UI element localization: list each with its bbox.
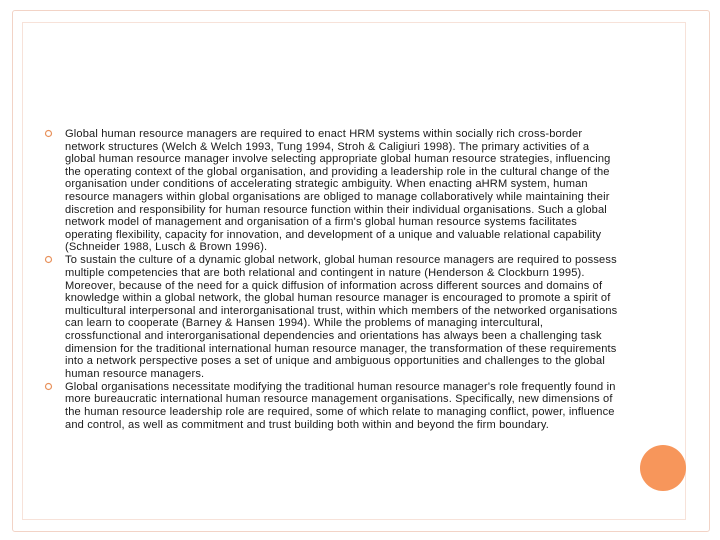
circle-bullet-icon (44, 129, 53, 138)
circle-bullet-icon (44, 382, 53, 391)
decorative-orange-circle (640, 445, 686, 491)
bullet-item-2 (44, 254, 618, 380)
bullet-text-3: Global organisations necessitate modifying the traditional human resource manager's role frequently found in more bureaucratic international human resource management organisations. Specifically, new dimensions of the human resource leadership role are required, some of which relate to managing conflict, power, influence and control, as well as commitment and trust building both within and beyond the firm boundary. (65, 380, 616, 431)
bullet-item-1 (44, 128, 618, 254)
bullet-item-3 (44, 381, 618, 431)
bullet-list (44, 128, 618, 432)
bullet-text-2: To sustain the culture of a dynamic global network, global human resource managers are required to possess multiple competencies that are both relational and contingent in nature (Henderson & Clockburn 1995). Moreover, because of the need for a quick diffusion of information across different sources and domains of knowledge within a global network, the global human resource manager is encouraged to promote a spirit of multicultural interpersonal and interorganisational trust, within which members of the networked organisations can learn to cooperate (Barney & Hansen 1994). While the problems of managing intercultural, crossfunctional and interorganisational dependencies and orientations has always been a challenging task dimension for the traditional international human resource manager, the transformation of these requirements into a network perspective poses a set of unique and ambiguous opportunities and challenges to the global human resource managers. (65, 254, 618, 380)
bullet-text-1: Global human resource managers are required to enact HRM systems within socially rich cross-border network structures (Welch & Welch 1993, Tung 1994, Stroh & Caligiuri 1998). The primary activities of a global human resource manager involve selecting appropriate global human resource strategies, influencing the operating context of the global organisation, and providing a leadership role in the cultural change of the organisation under conditions of accelerating strategic ambiguity. When enacting aHRM system, human resource managers within global organisations are obliged to manage collaboratively while maintaining their discretion and responsibility for human resource function within their individual organisations. Such a global network model of management and organisation of a firm's global human resource systems facilitates operating flexibility, capacity for innovation, and development of a unique and valuable relational capability (Schneider 1988, Lusch & Brown 1996). (65, 128, 611, 254)
circle-bullet-icon (44, 255, 53, 264)
